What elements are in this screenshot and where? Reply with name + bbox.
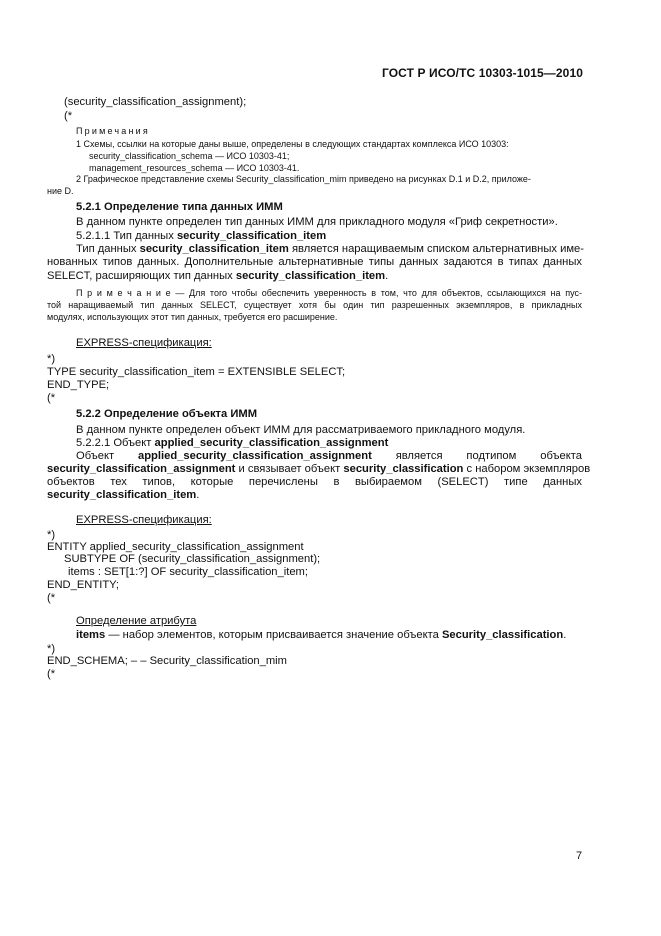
note-text: management_resources_schema — ИСО 10303-41. <box>89 163 300 173</box>
attribute-label: Определение атрибута <box>76 615 197 627</box>
paragraph-line: SELECT, расширяющих тип данных security_classification_item. <box>47 270 389 282</box>
code-line: *) <box>47 643 56 655</box>
code-line: (security_classification_assignment); <box>64 96 247 108</box>
paragraph-line: Тип данных security_classification_item является наращиваемым списком альтернативных име- <box>76 243 584 255</box>
express-label: EXPRESS-спецификация: <box>76 337 212 349</box>
paragraph-line: Объект applied_security_classification_assignment является подтипом объекта <box>76 450 582 462</box>
section-heading: 5.2.1 Определение типа данных ИММ <box>76 201 283 213</box>
note-text: той наращиваемый тип данных SELECT, существует хотя бы один тип разрешенных экземпляров, в прикладных <box>47 300 582 310</box>
paragraph-line: security_classification_item. <box>47 489 200 501</box>
code-line: *) <box>47 353 56 365</box>
subsection-heading: 5.2.1.1 Тип данных security_classification_item <box>76 230 327 242</box>
page-number: 7 <box>576 850 583 862</box>
standard-header: ГОСТ Р ИСО/ТС 10303-1015—2010 <box>382 66 583 80</box>
code-line: items : SET[1:?] OF security_classification_item; <box>68 566 308 578</box>
note-text: П р и м е ч а н и е — Для того чтобы обеспечить уверенность в том, что для объектов, ссылающихся на пус- <box>76 288 582 298</box>
note-text: 1 Схемы, ссылки на которые даны выше, определены в следующих стандартах комплекса ИСО 10303: <box>76 139 509 149</box>
code-line: END_SCHEMA; – – Security_classification_mim <box>47 655 287 667</box>
code-line: (* <box>47 592 56 604</box>
code-line: (* <box>47 668 56 680</box>
paragraph: В данном пункте определен тип данных ИММ для прикладного модуля «Гриф секретности». <box>76 216 558 228</box>
note-text: 2 Графическое представление схемы Security_classification_mim приведено на рисунках D.1 и D.2, приложе- <box>76 174 531 184</box>
note-text: модулях, использующих этот тип данных, требуется его расширение. <box>47 312 338 322</box>
paragraph-line: security_classification_assignment и связывает объект security_classification с набором экземпляров <box>47 463 591 475</box>
subsection-heading: 5.2.2.1 Объект applied_security_classification_assignment <box>76 437 389 449</box>
code-line: SUBTYPE OF (security_classification_assignment); <box>64 553 321 565</box>
note-text: security_classification_schema — ИСО 10303-41; <box>89 151 290 161</box>
paragraph-line: нованных типов данных. Дополнительные альтернативные типы данных задаются в типах данных <box>47 256 582 268</box>
paragraph-line: объектов тех типов, которые перечислены в выбираемом (SELECT) типе данных <box>47 476 582 488</box>
code-line: END_TYPE; <box>47 379 110 391</box>
code-line: TYPE security_classification_item = EXTENSIBLE SELECT; <box>47 366 346 378</box>
code-line: (* <box>47 392 56 404</box>
section-heading: 5.2.2 Определение объекта ИММ <box>76 408 258 420</box>
express-label: EXPRESS-спецификация: <box>76 514 212 526</box>
notes-title: Примечания <box>76 126 150 136</box>
code-line: *) <box>47 529 56 541</box>
code-line: END_ENTITY; <box>47 579 120 591</box>
code-line: ENTITY applied_security_classification_assignment <box>47 541 304 553</box>
attribute-definition: items — набор элементов, которым присваивается значение объекта Security_classification. <box>76 629 567 641</box>
note-text: ние D. <box>47 186 74 196</box>
paragraph: В данном пункте определен объект ИММ для рассматриваемого прикладного модуля. <box>76 424 526 436</box>
code-line: (* <box>64 110 73 122</box>
